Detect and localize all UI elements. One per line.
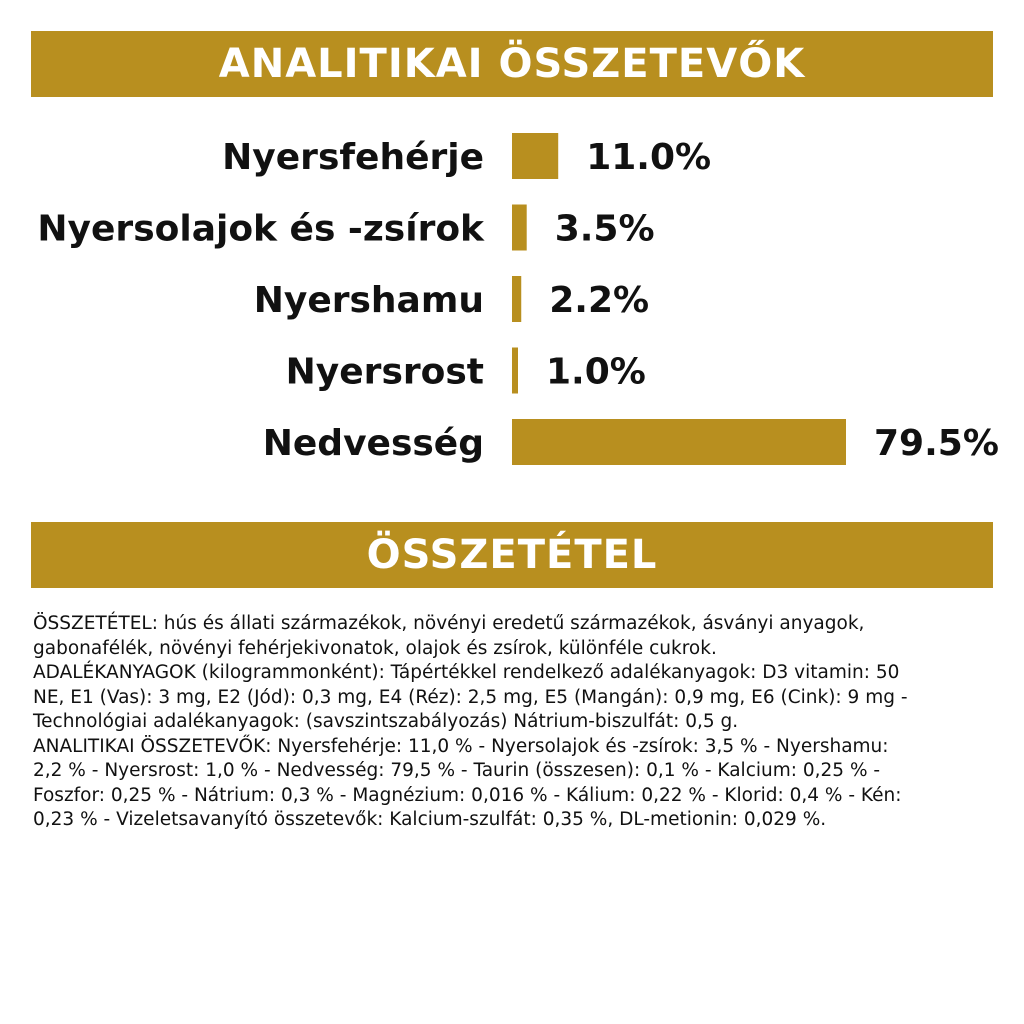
value-label: 3.5% (554, 208, 655, 250)
composition-line: 0,23 % - Vizeletsavanyító összetevők: Kalcium-szulfát: 0,35 %, DL-metionin: 0,029 %. (33, 809, 827, 830)
value-label: 11.0% (586, 137, 712, 178)
composition-line: Technológiai adalékanyagok: (savszintszabályozás) Nátrium-biszulfát: 0,5 g. (33, 711, 739, 732)
bar (512, 205, 527, 251)
composition-section-title: ÖSSZETÉTEL (366, 532, 658, 578)
composition-section-banner (31, 522, 993, 588)
category-label: Nyersrost (285, 351, 484, 393)
category-label: Nedvesség (262, 423, 484, 464)
bar (512, 133, 558, 179)
value-label: 1.0% (546, 351, 646, 393)
analytic-section-banner (31, 31, 993, 97)
composition-line: ÖSSZETÉTEL: hús és állati származékok, növényi eredetű származékok, ásványi anyagok, (33, 613, 865, 634)
category-label: Nyersfehérje (222, 137, 484, 178)
composition-line: NE, E1 (Vas): 3 mg, E2 (Jód): 0,3 mg, E4 (Réz): 2,5 mg, E5 (Mangán): 0,9 mg, E6 (Cink): 9 mg - (33, 686, 908, 708)
bar (512, 419, 846, 465)
composition-line: gabonafélék, növényi fehérjekivonatok, olajok és zsírok, különféle cukrok. (33, 637, 717, 659)
composition-paragraph (33, 612, 998, 833)
composition-line: Foszfor: 0,25 % - Nátrium: 0,3 % - Magnézium: 0,016 % - Kálium: 0,22 % - Klorid: 0,4 % - Kén: (33, 784, 902, 806)
composition-line: 2,2 % - Nyersrost: 1,0 % - Nedvesség: 79,5 % - Taurin (összesen): 0,1 % - Kalcium: 0,25 % - (33, 760, 881, 781)
bar (512, 348, 518, 394)
value-label: 2.2% (549, 280, 650, 321)
analytic-section-title: ANALITIKAI ÖSSZETEVŐK (218, 41, 806, 87)
composition-line: ANALITIKAI ÖSSZETEVŐK: Nyersfehérje: 11,0 % - Nyersolajok és -zsírok: 3,5 % - Nyershamu: (33, 735, 889, 757)
bar (512, 276, 521, 322)
value-label: 79.5% (874, 423, 999, 464)
category-label: Nyershamu (253, 280, 484, 321)
composition-line: ADALÉKANYAGOK (kilogrammonként): Tápértékkel rendelkező adalékanyagok: D3 vitamin: 50 (33, 662, 900, 683)
nutrient-bar-chart (0, 110, 1024, 480)
category-label: Nyersolajok és -zsírok (37, 208, 484, 250)
